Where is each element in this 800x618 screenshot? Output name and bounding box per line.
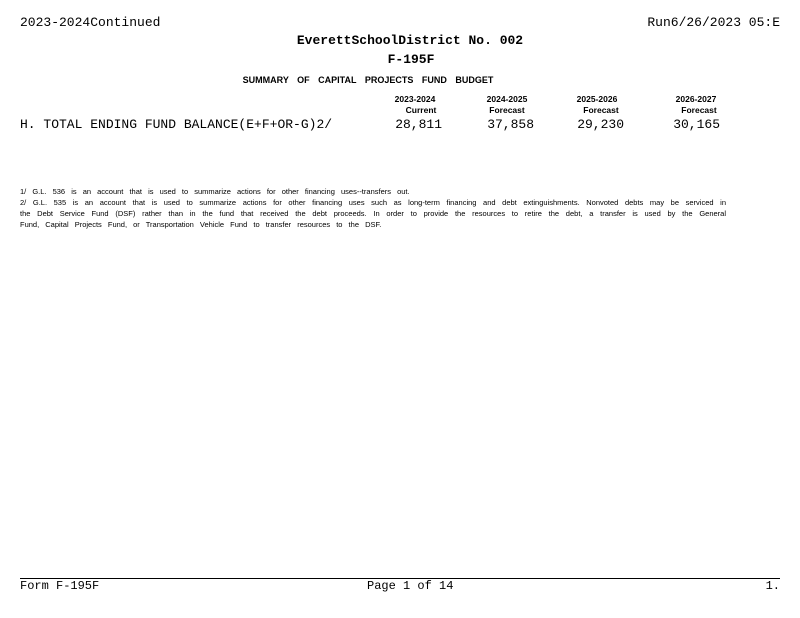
- column-year: 2026-2027: [675, 94, 717, 104]
- report-title: SUMMARY OF CAPITAL PROJECTS FUND BUDGET: [242, 75, 494, 85]
- column-type: Current: [405, 105, 437, 115]
- column-type: Forecast: [489, 105, 525, 115]
- column-year: 2023-2024: [394, 94, 436, 104]
- column-year: 2025-2026: [576, 94, 618, 104]
- continued-label: 2023-2024Continued: [20, 15, 161, 30]
- column-type: Forecast: [583, 105, 619, 115]
- footnotes: [20, 186, 726, 230]
- footnote-2: 2/ G.L. 535 is an account that is used to summarize actions for other financing uses such as long-term financing and debt extinguishments. Nonvoted debts may be serviced in the Debt Service Fund (DSF) rather than in the fund that received the debt proceeds. In order to provide the resources to retire the debt, a transfer is used by the General Fund, Capital Projects Fund, or Transportation Vehicle Fund to transfer resources to the DSF.: [20, 198, 726, 229]
- footnote-1: 1/ G.L. 536 is an account that is used to summarize actions for other financing uses--transfers out.: [20, 187, 410, 196]
- column-header-2023-2024: [370, 94, 460, 116]
- footer-form-label: Form F-195F: [20, 579, 100, 593]
- form-id: F-195F: [387, 52, 435, 67]
- column-type: Forecast: [681, 105, 717, 115]
- value-2023-2024: 28,811: [395, 117, 442, 132]
- column-header-2024-2025: [462, 94, 552, 116]
- value-2024-2025: 37,858: [487, 117, 534, 132]
- column-year: 2024-2025: [486, 94, 528, 104]
- column-header-2026-2027: [651, 94, 741, 116]
- row-label-total-ending-fund-balance: H. TOTAL ENDING FUND BALANCE(E+F+OR-G)2/: [20, 117, 333, 132]
- value-2025-2026: 29,230: [577, 117, 624, 132]
- footer-page-number: Page 1 of 14: [367, 579, 454, 593]
- column-header-2025-2026: [552, 94, 642, 116]
- footer-right-mark: 1.: [765, 579, 780, 593]
- value-2026-2027: 30,165: [673, 117, 720, 132]
- run-timestamp: Run6/26/2023 05:E: [647, 15, 780, 30]
- district-name: EverettSchoolDistrict No. 002: [296, 33, 524, 48]
